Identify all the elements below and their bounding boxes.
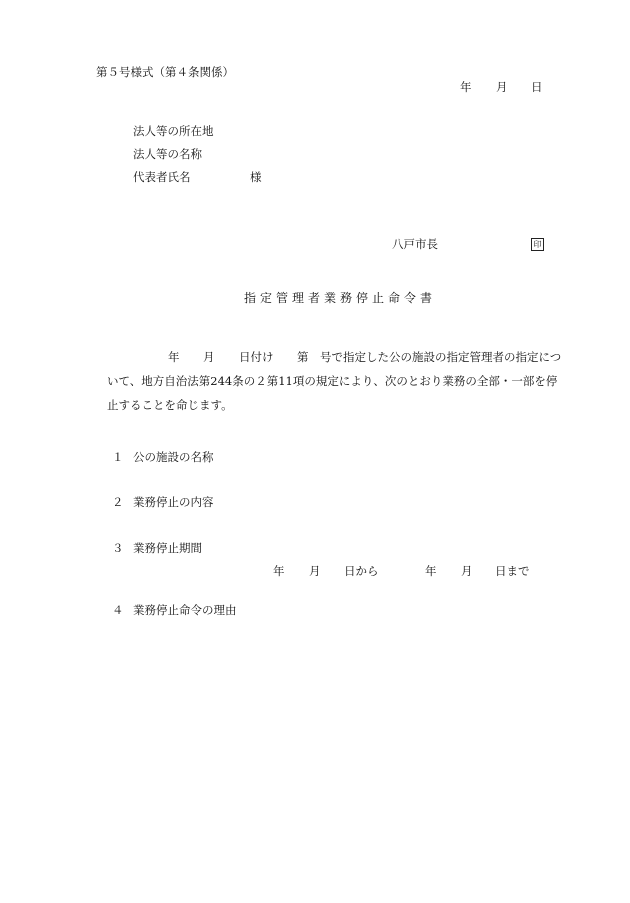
mayor-title: 八戸市長: [392, 237, 438, 251]
item-4-label: 業務停止命令の理由: [133, 603, 237, 617]
item-1-number: １: [112, 450, 124, 464]
body-year: 年: [168, 350, 180, 364]
period-to-day: 日まで: [495, 564, 530, 578]
representative-label: 代表者氏名: [133, 170, 191, 184]
recipient-address-label: 法人等の所在地: [133, 124, 214, 138]
recipient-name-label: 法人等の名称: [133, 147, 202, 161]
period-from-day: 日から: [344, 564, 379, 578]
item-3-number: ３: [112, 541, 124, 555]
item-3-label: 業務停止期間: [133, 541, 202, 555]
body-day-dated: 日付け: [239, 350, 274, 364]
period-from-month: 月: [309, 564, 321, 578]
date-day: 日: [531, 80, 543, 94]
seal-mark: [531, 238, 544, 251]
honorific: 様: [250, 170, 262, 184]
period-to-month: 月: [461, 564, 473, 578]
seal-icon: 印: [531, 238, 544, 251]
item-2-number: ２: [112, 495, 124, 509]
period-from-year: 年: [273, 564, 285, 578]
form-number: 第５号様式（第４条関係）: [96, 65, 234, 79]
period-to-year: 年: [425, 564, 437, 578]
document-title: 指定管理者業務停止命令書: [244, 291, 437, 305]
date-month: 月: [496, 80, 508, 94]
item-4-number: ４: [112, 603, 124, 617]
item-2-label: 業務停止の内容: [133, 495, 214, 509]
date-year: 年: [460, 80, 472, 94]
item-1-label: 公の施設の名称: [133, 450, 214, 464]
body-line2: いて、地方自治法第244条の２第11項の規定により、次のとおり業務の全部・一部を停: [107, 374, 558, 388]
body-line1-rest: 号で指定した公の施設の指定管理者の指定につ: [320, 350, 562, 364]
body-month: 月: [203, 350, 215, 364]
body-number-prefix: 第: [297, 350, 309, 364]
body-line3: 止することを命じます。: [107, 398, 233, 412]
